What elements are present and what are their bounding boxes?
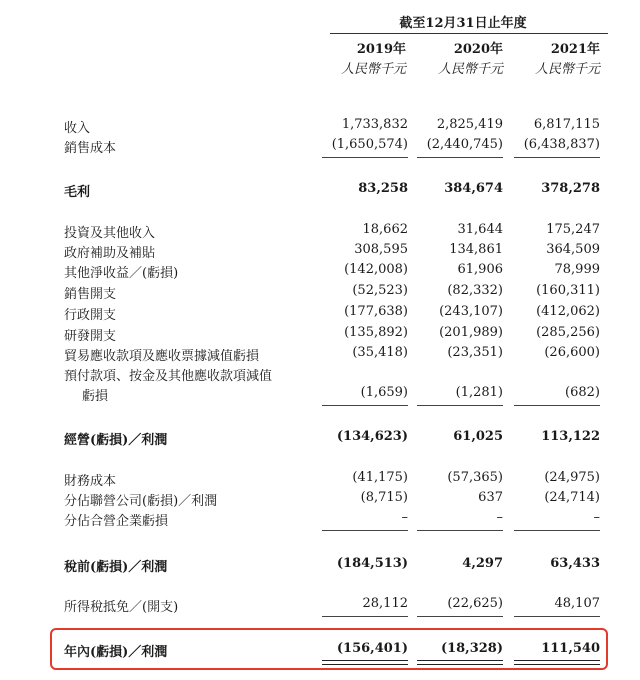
value-2019: 18,662	[362, 222, 408, 237]
value-2019: (142,008)	[344, 262, 408, 277]
value-2020: (18,328)	[440, 641, 503, 656]
value-2019: (52,523)	[352, 283, 408, 298]
total-double-rule	[322, 660, 408, 665]
value-2021: (24,975)	[544, 470, 600, 485]
row-label-continuation: 虧損	[82, 389, 109, 404]
value-2021: (285,256)	[536, 325, 600, 340]
subtotal-rule	[322, 157, 408, 158]
value-2019: (177,638)	[344, 304, 408, 319]
value-2021: 48,107	[554, 596, 600, 611]
value-2021: 63,433	[550, 556, 600, 571]
unit-header-2021: 人民幣千元	[534, 62, 600, 77]
value-2020: 61,906	[457, 262, 503, 277]
value-2021: (24,714)	[544, 490, 600, 505]
value-2020: 61,025	[453, 429, 503, 444]
table-row	[0, 262, 640, 282]
total-double-rule	[514, 660, 600, 665]
value-2019: (1,659)	[360, 385, 408, 400]
value-2019: (8,715)	[360, 490, 408, 505]
row-label: 稅前(虧損)／利潤	[64, 560, 168, 575]
table-row	[0, 556, 640, 576]
row-label: 年內(虧損)／利潤	[64, 645, 168, 660]
table-row	[0, 283, 640, 303]
value-2021: 364,509	[546, 242, 600, 257]
row-label: 分佔合營企業虧損	[64, 514, 169, 529]
value-2019: 308,595	[354, 242, 408, 257]
value-2020: 637	[478, 490, 503, 505]
value-2020: (22,625)	[447, 596, 503, 611]
value-2021: 175,247	[546, 222, 600, 237]
table-row	[0, 345, 640, 365]
row-label: 貿易應收款項及應收票據減值虧損	[64, 349, 260, 364]
value-2020: 31,644	[457, 222, 503, 237]
value-2020: (23,351)	[447, 345, 503, 360]
subtotal-rule	[322, 616, 408, 617]
value-2021: (26,600)	[544, 345, 600, 360]
value-2020: (2,440,745)	[426, 137, 503, 152]
unit-header-2020: 人民幣千元	[437, 62, 503, 77]
year-header-2021: 2021年	[550, 42, 600, 57]
table-row	[0, 117, 640, 137]
table-row	[0, 510, 640, 530]
row-label: 所得稅抵免／(開支)	[64, 600, 179, 615]
value-2019: (1,650,574)	[331, 137, 408, 152]
value-2019: 1,733,832	[341, 117, 408, 132]
value-2019: (134,623)	[336, 429, 408, 444]
value-2021: 111,540	[541, 641, 600, 656]
row-label: 收入	[64, 121, 91, 136]
subtotal-rule	[322, 530, 408, 531]
subtotal-rule	[514, 616, 600, 617]
subtotal-rule	[417, 405, 503, 406]
value-2019: (135,892)	[344, 325, 408, 340]
row-label: 銷售開支	[64, 287, 117, 302]
value-2021: (160,311)	[536, 283, 600, 298]
value-2020: 134,861	[449, 242, 503, 257]
subtotal-rule	[514, 405, 600, 406]
table-row	[0, 304, 640, 324]
period-header: 截至12月31日止年度	[399, 16, 527, 31]
table-row	[0, 641, 640, 661]
table-row	[0, 325, 640, 345]
value-2021: 78,999	[554, 262, 600, 277]
value-2019: (41,175)	[352, 470, 408, 485]
row-label: 毛利	[64, 185, 91, 200]
value-2021: 113,122	[541, 429, 600, 444]
value-2021: (6,438,837)	[523, 137, 600, 152]
value-2020: (82,332)	[447, 283, 503, 298]
row-label: 經營(虧損)／利潤	[64, 433, 168, 448]
row-label: 投資及其他收入	[64, 226, 156, 241]
value-2020: (243,107)	[439, 304, 503, 319]
value-2020: –	[496, 510, 503, 525]
value-2020: (57,365)	[447, 470, 503, 485]
value-2020: (201,989)	[439, 325, 503, 340]
table-row	[0, 137, 640, 157]
row-label: 分佔聯營公司(虧損)／利潤	[64, 494, 218, 509]
subtotal-rule	[417, 530, 503, 531]
row-label: 銷售成本	[64, 141, 117, 156]
total-double-rule	[417, 660, 503, 665]
value-2021: –	[593, 510, 600, 525]
row-label: 研發開支	[64, 329, 117, 344]
table-row	[0, 470, 640, 490]
period-header-rule	[330, 33, 608, 34]
row-label: 政府補助及補貼	[64, 246, 156, 261]
table-row	[0, 596, 640, 616]
row-label: 行政開支	[64, 308, 117, 323]
subtotal-rule	[322, 405, 408, 406]
table-row	[0, 365, 640, 385]
value-2021: (682)	[565, 385, 600, 400]
subtotal-rule	[514, 530, 600, 531]
value-2019: (184,513)	[336, 556, 408, 571]
row-label: 財務成本	[64, 474, 117, 489]
unit-header-2019: 人民幣千元	[340, 62, 406, 77]
row-label: 預付款項、按金及其他應收款項減值	[64, 369, 273, 384]
table-row	[0, 429, 640, 449]
year-header-2019: 2019年	[356, 42, 406, 57]
value-2020: 2,825,419	[436, 117, 503, 132]
table-row	[0, 222, 640, 242]
row-label: 其他淨收益／(虧損)	[64, 266, 179, 281]
subtotal-rule	[417, 616, 503, 617]
value-2021: 6,817,115	[533, 117, 600, 132]
value-2021: (412,062)	[536, 304, 600, 319]
value-2019: (156,401)	[336, 641, 408, 656]
table-row	[0, 242, 640, 262]
value-2021: 378,278	[541, 181, 600, 196]
value-2019: (35,418)	[352, 345, 408, 360]
value-2020: (1,281)	[455, 385, 503, 400]
subtotal-rule	[417, 157, 503, 158]
value-2020: 4,297	[462, 556, 503, 571]
value-2019: 28,112	[362, 596, 408, 611]
table-row	[0, 181, 640, 201]
value-2020: 384,674	[444, 181, 503, 196]
year-header-2020: 2020年	[453, 42, 503, 57]
value-2019: –	[401, 510, 408, 525]
value-2019: 83,258	[358, 181, 408, 196]
subtotal-rule	[514, 157, 600, 158]
table-row-continuation	[0, 385, 640, 405]
table-row	[0, 490, 640, 510]
